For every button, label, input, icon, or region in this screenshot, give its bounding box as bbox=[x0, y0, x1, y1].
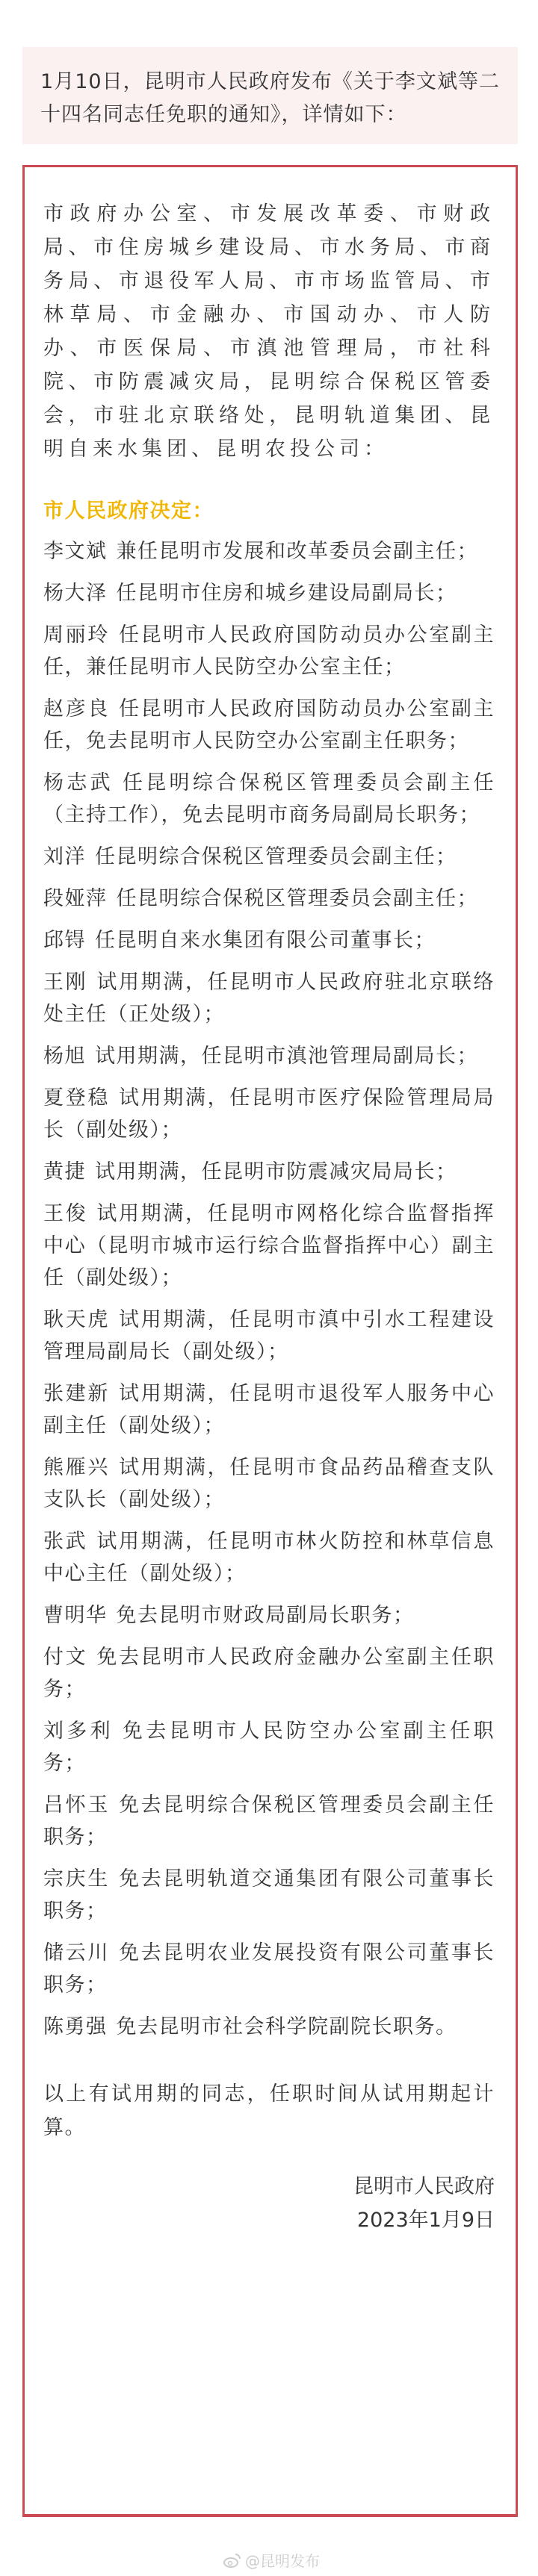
appointment-text: 试用期满，任昆明市人民政府驻北京联络处主任（正处级）； bbox=[43, 971, 495, 1026]
person-name: 杨大泽 bbox=[43, 582, 108, 605]
person-name: 赵彦良 bbox=[43, 697, 110, 721]
appointment-item bbox=[43, 883, 495, 915]
appointment-item bbox=[43, 1789, 495, 1853]
appointment-item bbox=[43, 1641, 495, 1705]
appointment-item bbox=[43, 924, 495, 956]
appointment-text: 试用期满，任昆明市退役军人服务中心副主任（副处级）； bbox=[43, 1382, 495, 1437]
recipients: 市政府办公室、市发展改革委、市财政局、市住房城乡建设局、市水务局、市商务局、市退役军人局、市市场监管局、市林草局、市金融办、市国动办、市人防办、市医保局、市滇池管理局，市社科院、市防震减灾局，昆明综合保税区管委会，市驻北京联络处，昆明轨道集团、昆明自来水集团、昆明农投公司： bbox=[43, 202, 495, 461]
person-name: 夏登稳 bbox=[43, 1086, 110, 1110]
person-name: 张建新 bbox=[43, 1382, 110, 1405]
appointment-text: 试用期满，任昆明市医疗保险管理局局长（副处级）； bbox=[43, 1086, 495, 1142]
appointment-item bbox=[43, 1452, 495, 1516]
notice-box bbox=[22, 165, 518, 2517]
person-name: 陈勇强 bbox=[43, 2015, 108, 2038]
appointment-text: 试用期满，任昆明市滇池管理局副局长； bbox=[95, 1045, 478, 1068]
appointment-text: 任昆明市人民政府国防动员办公室副主任，兼任昆明市人民防空办公室主任； bbox=[43, 623, 495, 679]
appointment-item bbox=[43, 693, 495, 757]
person-name: 黄捷 bbox=[43, 1160, 86, 1183]
person-name: 刘多利 bbox=[43, 1720, 114, 1743]
appointment-text: 兼任昆明市发展和改革委员会副主任； bbox=[116, 540, 478, 563]
appointment-text: 任昆明市人民政府国防动员办公室副主任，免去昆明市人民防空办公室副主任职务； bbox=[43, 697, 495, 753]
person-name: 张武 bbox=[43, 1530, 88, 1553]
appointment-item bbox=[43, 1937, 495, 2001]
appointment-text: 免去昆明市社会科学院副院长职务。 bbox=[116, 2015, 457, 2038]
appointment-text: 试用期满，任昆明市滇中引水工程建设管理局副局长（副处级）； bbox=[43, 1308, 495, 1363]
appointment-item bbox=[43, 1156, 495, 1188]
appointment-text: 试用期满，任昆明市防震减灾局局长； bbox=[95, 1160, 457, 1183]
appointment-item bbox=[43, 1715, 495, 1779]
appointment-text: 免去昆明农业发展投资有限公司董事长职务； bbox=[43, 1941, 495, 1997]
appointment-item bbox=[43, 1304, 495, 1368]
appointment-item bbox=[43, 619, 495, 683]
appointment-item bbox=[43, 577, 495, 609]
person-name: 李文斌 bbox=[43, 540, 108, 563]
appointment-item bbox=[43, 1082, 495, 1146]
person-name: 杨旭 bbox=[43, 1045, 86, 1068]
appointment-item bbox=[43, 1599, 495, 1631]
signature-date: 2023年1月9日 bbox=[356, 2209, 495, 2232]
appointment-item bbox=[43, 535, 495, 567]
person-name: 杨志武 bbox=[43, 771, 114, 794]
person-name: 付文 bbox=[43, 1646, 88, 1669]
appointment-item bbox=[43, 1198, 495, 1294]
appointment-item bbox=[43, 1040, 495, 1072]
person-name: 储云川 bbox=[43, 1941, 110, 1964]
person-name: 吕怀玉 bbox=[43, 1793, 110, 1817]
appointment-text: 任昆明综合保税区管理委员会副主任（主持工作），免去昆明市商务局副局长职务； bbox=[43, 771, 495, 827]
person-name: 周丽玲 bbox=[43, 623, 110, 647]
watermark bbox=[223, 2549, 320, 2571]
decision-heading: 市人民政府决定： bbox=[43, 500, 214, 523]
person-name: 邱锝 bbox=[43, 929, 86, 952]
person-name: 王俊 bbox=[43, 1202, 88, 1225]
person-name: 段娅萍 bbox=[43, 887, 108, 910]
weibo-icon bbox=[223, 2552, 242, 2569]
watermark-text: @昆明发布 bbox=[245, 2552, 320, 2570]
appointment-text: 试用期满，任昆明市网格化综合监督指挥中心（昆明市城市运行综合监督指挥中心）副主任（副处级）； bbox=[43, 1202, 495, 1289]
appointment-item bbox=[43, 1525, 495, 1590]
appointment-text: 任昆明市住房和城乡建设局副局长； bbox=[116, 582, 457, 605]
appointment-text: 试用期满，任昆明市林火防控和林草信息中心主任（副处级）； bbox=[43, 1530, 495, 1585]
appointment-item bbox=[43, 2011, 495, 2043]
appointment-item bbox=[43, 966, 495, 1030]
appointment-text: 免去昆明市财政局副局长职务； bbox=[116, 1604, 415, 1627]
appointment-item bbox=[43, 767, 495, 831]
appointment-text: 试用期满，任昆明市食品药品稽查支队支队长（副处级）； bbox=[43, 1456, 495, 1511]
appointment-item bbox=[43, 1378, 495, 1442]
appointment-text: 免去昆明市人民政府金融办公室副主任职务； bbox=[43, 1646, 495, 1701]
person-name: 王刚 bbox=[43, 971, 88, 994]
signature-org: 昆明市人民政府 bbox=[353, 2175, 495, 2198]
person-name: 耿天虎 bbox=[43, 1308, 110, 1331]
appointment-text: 任昆明综合保税区管理委员会副主任； bbox=[116, 887, 478, 910]
appointment-item bbox=[43, 1863, 495, 1927]
appointment-text: 免去昆明轨道交通集团有限公司董事长职务； bbox=[43, 1867, 495, 1923]
appointment-text: 任昆明综合保税区管理委员会副主任； bbox=[95, 845, 457, 868]
person-name: 熊雁兴 bbox=[43, 1456, 110, 1479]
appointment-text: 免去昆明综合保税区管理委员会副主任职务； bbox=[43, 1793, 495, 1849]
appointment-list bbox=[43, 535, 495, 2043]
person-name: 宗庆生 bbox=[43, 1867, 110, 1891]
probation-note: 以上有试用期的同志，任职时间从试用期起计算。 bbox=[43, 2082, 495, 2139]
intro-text: 1月10日，昆明市人民政府发布《关于李文斌等二十四名同志任免职的通知》，详情如下： bbox=[22, 47, 518, 144]
person-name: 刘洋 bbox=[43, 845, 86, 868]
appointment-text: 免去昆明市人民防空办公室副主任职务； bbox=[43, 1720, 495, 1775]
person-name: 曹明华 bbox=[43, 1604, 108, 1627]
appointment-item bbox=[43, 841, 495, 873]
appointment-text: 任昆明自来水集团有限公司董事长； bbox=[95, 929, 436, 952]
